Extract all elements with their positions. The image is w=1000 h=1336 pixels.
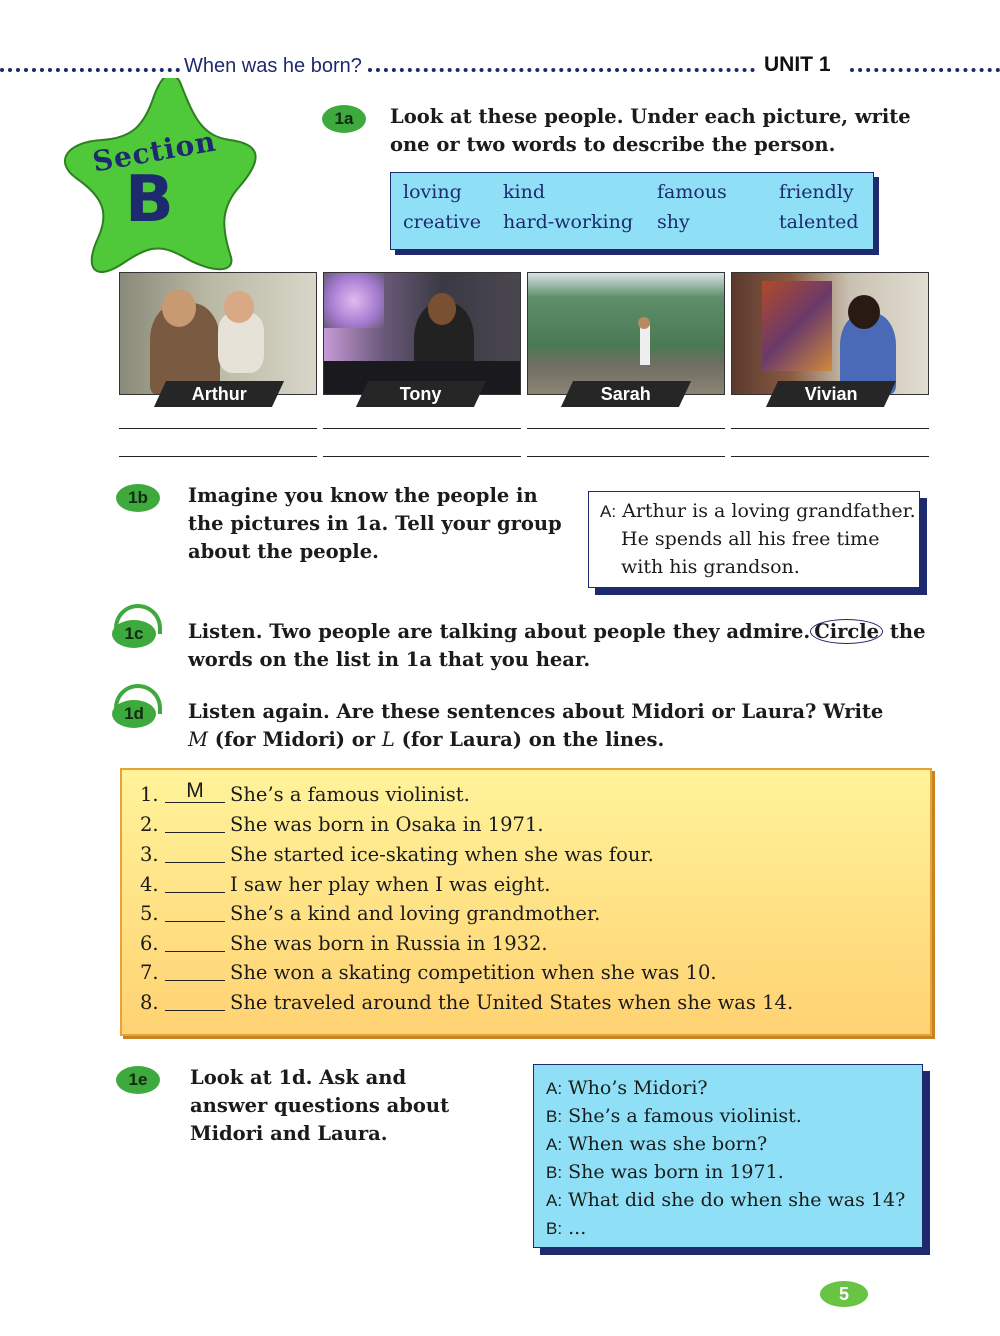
name-label-tony: [356, 381, 486, 407]
item-number: 4.: [140, 873, 159, 896]
answer-blank[interactable]: [165, 929, 225, 952]
item-text: She’s a kind and loving grandmother.: [230, 902, 601, 925]
instruction-1b-line2: the pictures in 1a. Tell your group: [188, 512, 562, 535]
answer-blank[interactable]: M: [165, 780, 225, 803]
name-label-sarah: [561, 381, 691, 407]
instruction-1a-line1: Look at these people. Under each picture, write: [390, 105, 911, 128]
word-friendly: friendly: [779, 181, 854, 203]
instruction-1c-part1: Listen. Two people are talking about people they admire.: [188, 620, 811, 643]
exercise-badge-1c: 1c: [112, 620, 156, 648]
section-letter: B: [125, 163, 174, 237]
instruction-1b-line1: Imagine you know the people in: [188, 484, 538, 507]
answer-line-arthur-2[interactable]: [119, 456, 317, 457]
speaker-label: B:: [546, 1163, 563, 1182]
word-creative: creative: [403, 211, 481, 233]
speaker-label: A:: [546, 1135, 563, 1154]
dialog-text: She was born in 1971.: [568, 1161, 784, 1183]
instruction-1b-line3: about the people.: [188, 540, 379, 563]
instruction-1d-line1: Listen again. Are these sentences about Midori or Laura? Write: [188, 700, 884, 723]
item-number: 8.: [140, 991, 159, 1014]
header-dots-left: [0, 68, 180, 72]
item-number: 7.: [140, 961, 159, 984]
dialog-text: When was she born?: [568, 1133, 768, 1155]
exercise-badge-1a: 1a: [322, 105, 366, 133]
name-arthur: Arthur: [191, 383, 247, 404]
photo-tony: [323, 272, 521, 395]
item-text: She was born in Osaka in 1971.: [230, 813, 544, 836]
name-label-vivian: [766, 381, 896, 407]
item-text: I saw her play when I was eight.: [230, 873, 551, 896]
item-number: 5.: [140, 902, 159, 925]
answer-line-vivian-2[interactable]: [731, 456, 929, 457]
list-item-2: [140, 810, 920, 840]
instruction-1c-part2: the: [889, 620, 926, 643]
answer-line-tony-2[interactable]: [323, 456, 521, 457]
speaker-label: B:: [546, 1219, 563, 1238]
header-title: When was he born?: [180, 55, 366, 78]
dialog-text: Who’s Midori?: [568, 1077, 708, 1099]
word-kind: kind: [503, 181, 545, 203]
word-box: [390, 172, 874, 250]
item-text: She’s a famous violinist.: [230, 783, 470, 806]
dialog-1e-line3: [546, 1130, 767, 1159]
list-item-1: [140, 780, 920, 810]
answer-blank[interactable]: [165, 958, 225, 981]
instruction-1c-line2: words on the list in 1a that you hear.: [188, 648, 591, 671]
instruction-1a-line2: one or two words to describe the person.: [390, 133, 836, 156]
answer-blank[interactable]: [165, 810, 225, 833]
dialog-1e-line6: [546, 1214, 586, 1243]
word-shy: shy: [657, 211, 690, 233]
photo-vivian: [731, 272, 929, 395]
dialog-text: ...: [568, 1217, 587, 1239]
dialog-1e-line1: [546, 1074, 708, 1103]
word-hard-working: hard-working: [503, 211, 634, 233]
answer-blank[interactable]: [165, 988, 225, 1011]
item-number: 1.: [140, 783, 159, 806]
dialog-1b-line1: [600, 497, 916, 526]
exercise-badge-1b: 1b: [116, 484, 160, 512]
photo-sarah: [527, 272, 725, 395]
item-number: 6.: [140, 932, 159, 955]
word-famous: famous: [657, 181, 727, 203]
instruction-1c-line1: [188, 618, 925, 646]
item-text: She was born in Russia in 1932.: [230, 932, 548, 955]
letter-m: M: [188, 728, 208, 751]
answer-line-sarah-1[interactable]: [527, 428, 725, 429]
name-sarah: Sarah: [600, 383, 652, 404]
name-tony: Tony: [400, 383, 442, 404]
page-number: 5: [820, 1281, 868, 1307]
list-item-6: [140, 929, 920, 959]
dialog-1e-line5: [546, 1186, 905, 1215]
list-item-7: [140, 958, 920, 988]
exercise-badge-1d: 1d: [112, 700, 156, 728]
unit-label: UNIT 1: [760, 53, 835, 77]
speaker-label: A:: [546, 1191, 563, 1210]
answer-line-arthur-1[interactable]: [119, 428, 317, 429]
list-item-3: [140, 840, 920, 870]
answer-blank[interactable]: [165, 899, 225, 922]
answer-blank[interactable]: [165, 870, 225, 893]
dialog-1e-line4: [546, 1158, 784, 1187]
header-dots-middle: [360, 68, 755, 72]
header-dots-right: [850, 68, 1000, 72]
dialog-1b-line3: with his grandson.: [621, 556, 800, 578]
item-text: She traveled around the United States when she was 14.: [230, 991, 794, 1014]
item-text: She started ice-skating when she was four.: [230, 843, 654, 866]
name-vivian: Vivian: [804, 383, 858, 404]
dialog-text: What did she do when she was 14?: [568, 1189, 906, 1211]
instruction-1d-l-text: (for Laura) on the lines.: [401, 728, 665, 751]
list-item-4: [140, 870, 920, 900]
speaker-label: B:: [546, 1107, 563, 1126]
instruction-1e-line2: answer questions about: [190, 1094, 450, 1117]
section-label: Section: [90, 124, 219, 179]
photo-arthur: [119, 272, 317, 395]
answer-blank[interactable]: [165, 840, 225, 863]
word-loving: loving: [403, 181, 462, 203]
answer-line-sarah-2[interactable]: [527, 456, 725, 457]
letter-l: L: [381, 728, 395, 751]
exercise-badge-1e: 1e: [116, 1066, 160, 1094]
dialog-1b-line2: He spends all his free time: [621, 528, 880, 550]
item-text: She won a skating competition when she was 10.: [230, 961, 717, 984]
instruction-1d-line2: [188, 726, 664, 754]
dialog-text: She’s a famous violinist.: [568, 1105, 802, 1127]
circle-word: Circle: [810, 619, 883, 644]
speaker-label: A:: [546, 1079, 563, 1098]
word-talented: talented: [779, 211, 859, 233]
answer-line-tony-1[interactable]: [323, 428, 521, 429]
instruction-1d-m-text: (for Midori) or: [214, 728, 376, 751]
answer-line-vivian-1[interactable]: [731, 428, 929, 429]
dialog-1b-text1: Arthur is a loving grandfather.: [622, 500, 916, 522]
speaker-a: A:: [600, 502, 617, 521]
instruction-1e-line3: Midori and Laura.: [190, 1122, 388, 1145]
name-label-arthur: [154, 381, 284, 407]
item-number: 3.: [140, 843, 159, 866]
item-number: 2.: [140, 813, 159, 836]
list-item-5: [140, 899, 920, 929]
list-item-8: [140, 988, 920, 1018]
dialog-1e-line2: [546, 1102, 802, 1131]
instruction-1e-line1: Look at 1d. Ask and: [190, 1066, 407, 1089]
